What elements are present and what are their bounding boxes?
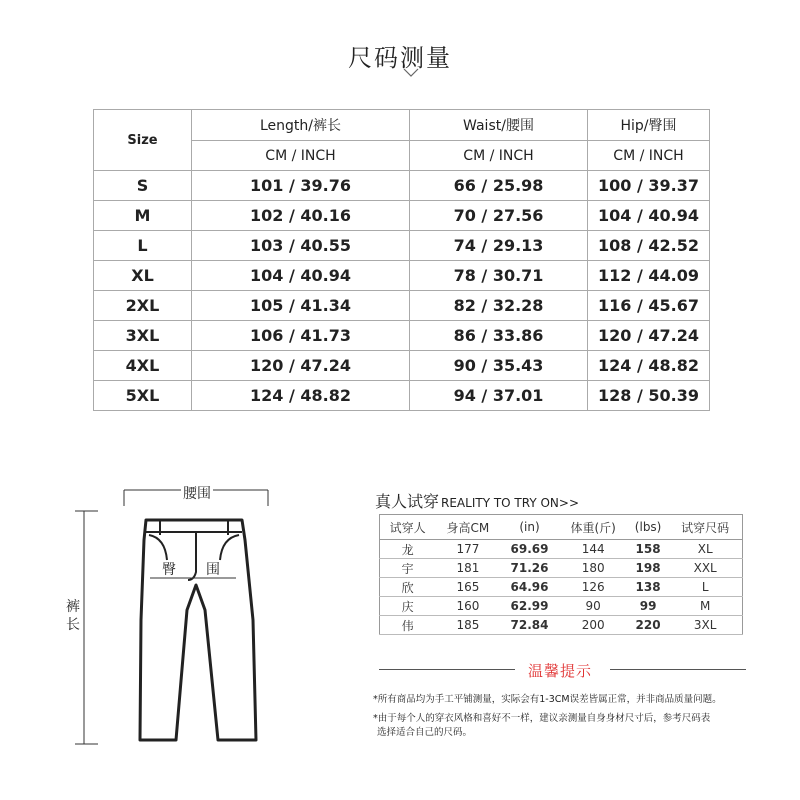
size-cell: XL bbox=[94, 261, 192, 291]
waist-cell: 82 / 32.28 bbox=[410, 291, 588, 321]
table-row bbox=[380, 540, 743, 559]
tryon-height-in: 69.69 bbox=[501, 540, 559, 559]
tryon-header: 体重(斤) bbox=[559, 515, 628, 540]
waist-cell: 70 / 27.56 bbox=[410, 201, 588, 231]
tryon-height-in: 71.26 bbox=[501, 559, 559, 578]
tryon-weight-lbs: 99 bbox=[628, 597, 669, 616]
hip-label: 臀 bbox=[162, 562, 176, 578]
tryon-height: 160 bbox=[435, 597, 500, 616]
page-title: 尺码测量 bbox=[348, 44, 452, 72]
divider bbox=[610, 669, 746, 670]
table-row bbox=[380, 616, 743, 635]
tryon-name: 伟 bbox=[380, 616, 436, 635]
hip-cell: 100 / 39.37 bbox=[588, 171, 710, 201]
tryon-header: 试穿尺码 bbox=[668, 515, 742, 540]
tryon-header: (in) bbox=[501, 515, 559, 540]
tryon-header: (lbs) bbox=[628, 515, 669, 540]
size-cell: S bbox=[94, 171, 192, 201]
table-row bbox=[380, 578, 743, 597]
hip-cell: 124 / 48.82 bbox=[588, 351, 710, 381]
tryon-table bbox=[379, 514, 743, 635]
pants-outline bbox=[140, 520, 256, 740]
column-header-length: Length/裤长 bbox=[192, 110, 410, 141]
waist-cell: 86 / 33.86 bbox=[410, 321, 588, 351]
tryon-name: 欣 bbox=[380, 578, 436, 597]
length-cell: 124 / 48.82 bbox=[192, 381, 410, 411]
waist-cell: 74 / 29.13 bbox=[410, 231, 588, 261]
tryon-height: 165 bbox=[435, 578, 500, 597]
hip-cell: 104 / 40.94 bbox=[588, 201, 710, 231]
tryon-height-in: 62.99 bbox=[501, 597, 559, 616]
tryon-height-in: 64.96 bbox=[501, 578, 559, 597]
tryon-height: 185 bbox=[435, 616, 500, 635]
tryon-title-cn: 真人试穿 bbox=[375, 492, 440, 511]
tryon-title-en: REALITY TO TRY ON>> bbox=[441, 496, 580, 510]
tryon-header: 试穿人 bbox=[380, 515, 436, 540]
hip-label: 围 bbox=[206, 562, 220, 578]
waist-cell: 90 / 35.43 bbox=[410, 351, 588, 381]
length-cell: 101 / 39.76 bbox=[192, 171, 410, 201]
unit-label: CM / INCH bbox=[192, 141, 410, 171]
tryon-title bbox=[375, 489, 579, 512]
size-cell: 4XL bbox=[94, 351, 192, 381]
table-row bbox=[380, 559, 743, 578]
length-label: 裤长 bbox=[66, 599, 80, 633]
column-header-waist: Waist/腰围 bbox=[410, 110, 588, 141]
tryon-weight-lbs: 220 bbox=[628, 616, 669, 635]
tryon-weight: 144 bbox=[559, 540, 628, 559]
tryon-height-in: 72.84 bbox=[501, 616, 559, 635]
tryon-weight: 126 bbox=[559, 578, 628, 597]
size-cell: M bbox=[94, 201, 192, 231]
tryon-weight-lbs: 138 bbox=[628, 578, 669, 597]
waist-label: 腰围 bbox=[181, 483, 213, 503]
tryon-size: 3XL bbox=[668, 616, 742, 635]
tryon-height: 181 bbox=[435, 559, 500, 578]
hip-cell: 120 / 47.24 bbox=[588, 321, 710, 351]
size-header: Size bbox=[94, 110, 192, 171]
waist-cell: 66 / 25.98 bbox=[410, 171, 588, 201]
tryon-weight: 90 bbox=[559, 597, 628, 616]
length-cell: 103 / 40.55 bbox=[192, 231, 410, 261]
tryon-weight-lbs: 158 bbox=[628, 540, 669, 559]
tryon-weight-lbs: 198 bbox=[628, 559, 669, 578]
tryon-header: 身高CM bbox=[435, 515, 500, 540]
tryon-name: 龙 bbox=[380, 540, 436, 559]
hip-cell: 128 / 50.39 bbox=[588, 381, 710, 411]
note-size-advice: *由于每个人的穿衣风格和喜好不一样，建议亲测量自身身材尺寸后，参考尺码表 bbox=[373, 713, 711, 724]
size-cell: 5XL bbox=[94, 381, 192, 411]
length-cell: 104 / 40.94 bbox=[192, 261, 410, 291]
tryon-name: 庆 bbox=[380, 597, 436, 616]
tryon-name: 宇 bbox=[380, 559, 436, 578]
size-cell: 2XL bbox=[94, 291, 192, 321]
size-cell: L bbox=[94, 231, 192, 261]
unit-label: CM / INCH bbox=[588, 141, 710, 171]
waist-cell: 78 / 30.71 bbox=[410, 261, 588, 291]
length-cell: 106 / 41.73 bbox=[192, 321, 410, 351]
hip-cell: 116 / 45.67 bbox=[588, 291, 710, 321]
note-measurement: *所有商品均为手工平铺测量，实际会有1-3CM误差皆属正常，并非商品质量问题。 bbox=[373, 694, 722, 705]
tryon-size: M bbox=[668, 597, 742, 616]
tryon-size: XXL bbox=[668, 559, 742, 578]
tryon-size: XL bbox=[668, 540, 742, 559]
note-size-advice-cont: 选择适合自己的尺码。 bbox=[377, 727, 473, 738]
tryon-weight: 200 bbox=[559, 616, 628, 635]
waist-cell: 94 / 37.01 bbox=[410, 381, 588, 411]
unit-label: CM / INCH bbox=[410, 141, 588, 171]
tryon-size: L bbox=[668, 578, 742, 597]
tryon-height: 177 bbox=[435, 540, 500, 559]
hip-cell: 108 / 42.52 bbox=[588, 231, 710, 261]
length-cell: 120 / 47.24 bbox=[192, 351, 410, 381]
hip-cell: 112 / 44.09 bbox=[588, 261, 710, 291]
tips-title: 温馨提示 bbox=[528, 662, 593, 680]
length-cell: 105 / 41.34 bbox=[192, 291, 410, 321]
column-header-hip: Hip/臀围 bbox=[588, 110, 710, 141]
size-cell: 3XL bbox=[94, 321, 192, 351]
table-row bbox=[380, 597, 743, 616]
length-cell: 102 / 40.16 bbox=[192, 201, 410, 231]
tryon-weight: 180 bbox=[559, 559, 628, 578]
divider bbox=[379, 669, 515, 670]
